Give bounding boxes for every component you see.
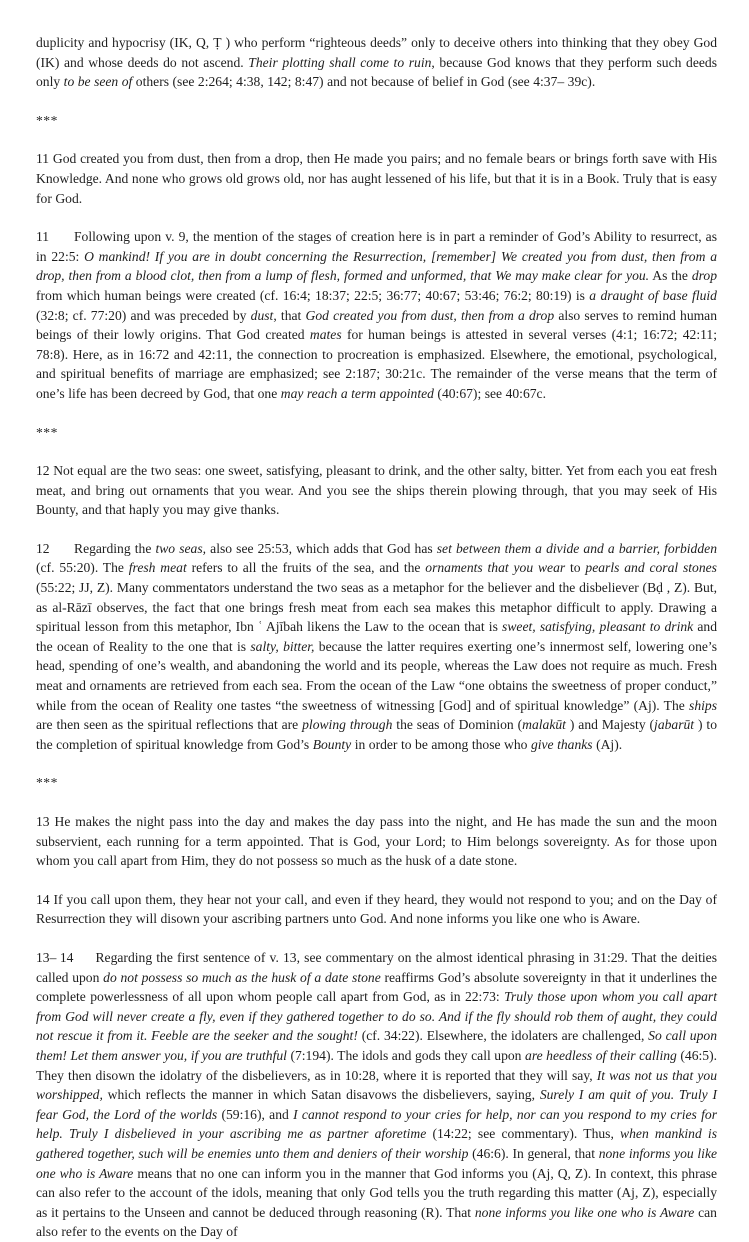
- text-run: As the: [649, 268, 692, 284]
- section-separator-1: ***: [36, 112, 58, 128]
- italic-quote: dust: [250, 307, 274, 323]
- text-run: can also refer to the events on the Day of: [36, 1204, 717, 1240]
- italic-quote: to be seen of: [63, 74, 133, 90]
- italic-quote: sweet, satisfying, pleasant to drink: [502, 619, 694, 635]
- text-run: (14:22; see commentary). Thus,: [426, 1126, 621, 1142]
- commentary-verse-number: 12: [36, 540, 50, 556]
- text-run: (55:22; JJ, Z). Many commentators understand the two seas as a metaphor for the believer and the disbeliever (Bḍ , Z). But, as al-Rāzī observes, the fact that one brings fresh meat from each sea makes this metaphor difficult to apply. Drawing a spiritual lesson from this metaphor, Ibn ʿ Ajībah likens the Law to the ocean that is: [36, 580, 717, 635]
- italic-quote: may reach a term appointed: [280, 385, 434, 401]
- paragraph-gap: [36, 929, 717, 948]
- italic-quote: give thanks: [530, 736, 593, 752]
- text-run: 13 He makes the night pass into the day and makes the day pass into the night, and He has made the sun and the moon subservient, each running for a term appointed. That is God, your Lord; to Him belongs sovereignty. As for those upon whom you call apart from Him, they do not possess so much as the husk of a date stone.: [36, 814, 717, 869]
- text-run: in order to be among those who: [351, 736, 531, 752]
- text-run: are then seen as the spiritual reflections that are: [36, 717, 303, 733]
- text-run: (46:6). In general, that: [468, 1145, 599, 1161]
- italic-quote: So call upon them! Let them answer you, if you are truthful: [36, 1028, 717, 1063]
- text-run: others (see 2:264; 4:38, 142; 8:47) and not because of belief in God (see 4:37– 39c).: [132, 74, 596, 90]
- section-separator-3: ***: [36, 775, 58, 791]
- verse-11: [36, 149, 717, 208]
- verse-12: [36, 461, 717, 520]
- text-run: ) to the completion of spiritual knowledge from God’s: [36, 717, 717, 752]
- text-run: (7:194). The idols and gods they call upon: [286, 1047, 526, 1063]
- commentary-11: [36, 227, 717, 403]
- paragraph-gap: [36, 793, 717, 812]
- text-run: also see 25:53, which adds that God has: [206, 540, 437, 556]
- italic-quote: ships: [689, 697, 717, 713]
- text-run: also serves to remind human beings of their lowly origins. That God created: [36, 307, 718, 343]
- text-run: 14 If you call upon them, they hear not your call, and even if they heard, they would not respond to you; and on the Day of Resurrection they will disown your ascribing partners unto God. And none informs you like one who is Aware.: [36, 891, 717, 927]
- italic-quote: a draught of base fluid: [589, 287, 717, 303]
- italic-quote: God created you from dust, then from a drop: [305, 307, 555, 323]
- italic-quote: Their plotting shall come to ruin: [248, 54, 432, 70]
- text-run: refers to all the fruits of the sea, and the: [186, 560, 426, 576]
- italic-quote: jabarūt: [654, 717, 695, 733]
- text-run: and the ocean of Reality to the one that is: [36, 619, 718, 654]
- italic-quote: I cannot respond to your cries for help, nor can you respond to my cries for help. Truly I disbelieved in your ascribing me as partner aforetime: [36, 1106, 717, 1142]
- italic-quote: ornaments that you wear: [425, 560, 566, 576]
- italic-quote: It was not us that you worshipped,: [36, 1067, 717, 1103]
- italic-quote: Truly those upon whom you call apart from God will never create a fly, even if they gathered together to do so. And if the fly should rob them of aught, they could not rescue it from it. Feeble are the seeker and the sought!: [36, 989, 717, 1044]
- text-run: which reflects the manner in which Satan disavows the disbelievers, saying,: [102, 1087, 540, 1103]
- italic-quote: mates: [309, 327, 342, 343]
- italic-quote: fresh meat: [128, 560, 187, 576]
- text-run: Regarding the: [74, 540, 156, 556]
- italic-quote: none informs you like one who is Aware: [36, 1145, 718, 1181]
- text-run: 11 God created you from dust, then from a drop, then He made you pairs; and no female bears or brings forth save with His Knowledge. And none who grows old grows old, nor has aught lessened of his life, but that it is in a Book. Truly that is easy for God.: [36, 151, 717, 206]
- italic-quote: malakūt: [522, 717, 566, 733]
- paragraph-gap: [36, 871, 717, 890]
- text-run: Regarding the first sentence of v. 13, see commentary on the almost identical phrasing in 31:29. That the deities called upon: [36, 949, 717, 985]
- italic-quote: when mankind is gathered together, such will be enemies unto them and deniers of their worship: [36, 1126, 718, 1161]
- text-run: 12 Not equal are the two seas: one sweet, satisfying, pleasant to drink, and the other salty, bitter. Yet from each you eat fresh meat, and bring out ornaments that you wear. And you see the ships therein plowing through, that you may seek of His Bounty, and that haply you may give thanks.: [36, 463, 717, 518]
- paragraph-gap: [36, 404, 717, 423]
- italic-quote: Surely I am quit of you. Truly I fear God, the Lord of the worlds: [36, 1087, 717, 1122]
- paragraph-gap: [36, 520, 717, 539]
- text-run: , that: [273, 307, 306, 323]
- verse-13: [36, 812, 717, 871]
- text-run: , because God knows that they perform such deeds only: [36, 54, 717, 90]
- italic-quote: drop: [691, 268, 717, 284]
- text-run: duplicity and hypocrisy (IK, Q, Ṭ ) who perform “righteous deeds” only to deceive others into thinking that they obey God (IK) and whose deeds do not ascend.: [36, 35, 717, 70]
- paragraph-duplicity-hypocrisy: [36, 33, 717, 92]
- text-run: from which human beings were created (cf. 16:4; 18:37; 22:5; 36:77; 40:67; 53:46; 76:2; 80:19) is: [36, 287, 590, 303]
- text-run: the seas of Dominion (: [392, 717, 523, 733]
- italic-quote: set between them a divide and a barrier, forbidden: [436, 540, 717, 556]
- text-run: (cf. 34:22). Elsewhere, the idolaters are challenged,: [357, 1028, 649, 1044]
- commentary-12: [36, 539, 717, 755]
- italic-quote: Bounty: [312, 736, 352, 752]
- commentary-verse-number: 11: [36, 229, 50, 245]
- italic-quote: none informs you like one who is Aware: [474, 1204, 695, 1220]
- paragraph-gap: [36, 754, 717, 773]
- text-run: (cf. 55:20). The: [36, 560, 129, 576]
- italic-quote: two seas,: [155, 540, 207, 556]
- text-run: reaffirms God’s absolute sovereignty in that it underlines the complete powerlessness of all upon whom people call apart from God, as in 22:73:: [36, 969, 717, 1005]
- paragraph-gap: [36, 442, 717, 461]
- italic-quote: O mankind! If you are in doubt concerning the Resurrection, [remember] We created you from dust, then from a drop, then from a blood clot, then from a lump of flesh, formed and unformed, that We may make clear for you.: [36, 248, 717, 284]
- italic-quote: pearls and coral stones: [585, 560, 717, 576]
- commentary-verse-number: 13– 14: [36, 949, 74, 965]
- text-run: (32:8; cf. 77:20) and was preceded by: [36, 307, 251, 323]
- verse-14: [36, 890, 717, 929]
- text-run: for human beings is attested in several verses (4:1; 16:72; 42:11; 78:8). Here, as in 16:72 and 42:11, the connection to procreation is emphasized. Elsewhere, the emotional, psychological, and spiritual benefits of marriage are emphasized; see 2:187; 30:21c. The remainder of the verse means that the term of one’s life has been decreed by God, that one: [36, 327, 717, 401]
- paragraph-gap: [36, 208, 717, 227]
- text-run: (40:67); see 40:67c.: [433, 385, 546, 401]
- italic-quote: are heedless of their calling: [525, 1047, 677, 1063]
- text-run: (59:16), and: [217, 1106, 294, 1122]
- commentary-13-14: [36, 948, 717, 1242]
- text-run: ) and Majesty (: [565, 717, 655, 733]
- text-run: because the latter requires exerting one’s innermost self, lowering one’s head, spending of one’s wealth, and abandoning the world and its people, whereas the Law does not require as much. Fresh meat and ornaments are retrieved from each sea. From the ocean of the Law “one obtains the sweetness of proper conduct,” while from the ocean of Reality one tastes “the sweetness of witnessing [God] and of spiritual knowledge” (Aj). The: [36, 638, 717, 713]
- italic-quote: plowing through: [302, 717, 393, 733]
- paragraph-gap: [36, 92, 717, 111]
- italic-quote: salty, bitter,: [250, 638, 315, 654]
- paragraph-gap: [36, 130, 717, 149]
- text-run: Following upon v. 9, the mention of the stages of creation here is in part a reminder of God’s Ability to resurrect, as in 22:5:: [36, 229, 717, 264]
- italic-quote: do not possess so much as the husk of a date stone: [103, 969, 381, 985]
- text-run: to: [565, 560, 586, 576]
- section-separator-2: ***: [36, 424, 58, 440]
- text-run: (Aj).: [592, 736, 623, 752]
- text-run: means that no one can inform you in the manner that God informs you (Aj, Q, Z). In context, this phrase can also refer to the account of the idols, meaning that only God tells you the truth regarding this matter (Aj, Z), especially as it pertains to the Unseen and cannot be deduced through reasoning (R). That: [36, 1165, 717, 1220]
- text-run: (46:5). They then disown the idolatry of the disbelievers, as in 10:28, where it is reported that they will say,: [36, 1047, 717, 1083]
